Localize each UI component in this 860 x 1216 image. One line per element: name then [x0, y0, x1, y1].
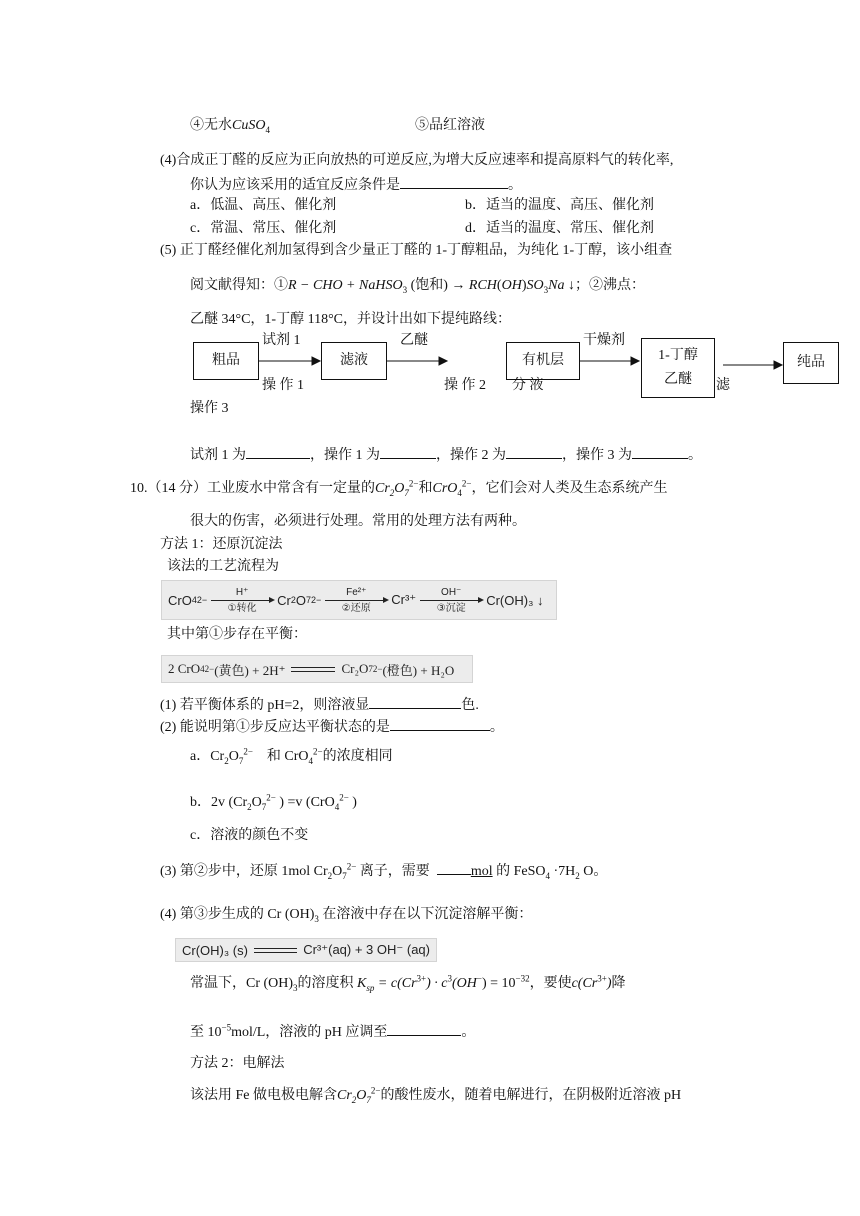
choice-b: b．2v ($Cr_2O_7^{2-}$ ) =v (CrO$_4^{2-}$ ) — [190, 792, 357, 812]
arrow-reduction — [325, 587, 387, 614]
label-ether: 乙醚 — [400, 333, 428, 348]
cuso4-formula: CuSO — [232, 118, 266, 133]
option-b: b．适当的温度、高压、催化剂 — [465, 198, 654, 213]
f1-sub1: 2 — [389, 487, 395, 498]
sub5-line2-pre: 阅文献得知：① — [190, 278, 288, 293]
and: 和 — [418, 481, 433, 496]
item5: ⑤品红溶液 — [415, 118, 485, 133]
arrow-precipitation — [420, 587, 482, 614]
to-pre: 至 10 — [190, 1025, 222, 1040]
option-c: c．常温、常压、催化剂 — [190, 221, 337, 236]
sub-q4-text: (4) 第③步生成的 Cr (OH) — [160, 907, 315, 922]
choice-b-post: ) — [352, 795, 357, 810]
ksp-sub: sp — [366, 982, 375, 993]
label-separation: 分 液 — [512, 378, 544, 393]
ksp-c-post: ) — [606, 976, 612, 991]
item4-label: ④无水 — [190, 118, 232, 133]
proc-s2: Cr³⁺ — [391, 592, 417, 607]
answer-p2: ，操作 1 为 — [310, 448, 380, 463]
method2-title: 方法 2：电解法 — [190, 1056, 285, 1071]
equilibrium-image: 2 CrO 4 2− (黄色) + 2H⁺ Cr₂O 7 2− (橙色) + H₂O — [161, 655, 473, 683]
f1-sub2: 7 — [404, 487, 409, 498]
choice-a: a．$Cr_2O_7^{2-}$ 和 CrO$_4^{2-}$的浓度相同 — [190, 746, 393, 766]
ksp-exp: −32 — [515, 973, 530, 984]
f1-sup: 2− — [408, 478, 419, 489]
answer-p5: 。 — [688, 448, 702, 463]
purification-flow-arrows — [0, 0, 860, 420]
choice-a-post: 的浓度相同 — [322, 749, 393, 764]
choice-a-pre: a．Cr — [190, 749, 225, 764]
choice-b-mid: O — [251, 795, 262, 810]
sub-q3-post-c: O。 — [583, 864, 608, 879]
a1-bot: ①转化 — [227, 602, 257, 614]
ksp-k: K — [357, 976, 367, 991]
sub-q2-pre: (2) 能说明第①步反应达平衡状态的是 — [160, 720, 390, 735]
sub-q3-post-a: 的 FeSO — [496, 864, 546, 879]
choice-b-eq: ) =v (CrO — [279, 795, 335, 810]
ksp-expr4: ) = 10 — [481, 976, 516, 991]
a3-top: OH⁻ — [441, 586, 462, 598]
ksp-expr2: ) · c — [426, 976, 448, 991]
proc-s1-mid: O — [295, 592, 306, 608]
answer-p3: ，操作 2 为 — [436, 448, 506, 463]
dissolution-lhs: Cr(OH)₃ (s) — [182, 942, 248, 958]
ksp-pre: 常温下，Cr (OH) — [190, 976, 294, 991]
option-a: a．低温、高压、催化剂 — [190, 198, 337, 213]
sub5-line3: 乙醚 34°C，1-丁醇 118°C，并设计出如下提纯路线： — [190, 312, 512, 327]
a3-bot: ③沉淀 — [436, 602, 466, 614]
box4-line2: 乙醚 — [664, 372, 692, 387]
sub-q3-after: 离子，需要 — [359, 864, 430, 879]
ksp-line: 常温下，Cr $(OH)_3$的溶度积 $K_{sp} = c(Cr^{3+}) \cdot c^3(OH^-) = 10^{-32}$，要使$c(Cr^{3+})$降 — [190, 973, 626, 993]
blank-reagent1[interactable] — [246, 444, 310, 459]
choice-a-after: 和 CrO — [266, 749, 309, 764]
sub-q2 — [160, 716, 504, 738]
reaction-rhs-b: OH — [501, 278, 522, 293]
ksp-expr: = c(Cr — [374, 976, 417, 991]
answer-p1: 试剂 1 为 — [190, 448, 246, 463]
label-reagent1: 试剂 1 — [262, 333, 301, 348]
sub-q4: (4) 第③步生成的 Cr $(OH)_3$ 在溶液中存在以下沉淀溶解平衡： — [160, 907, 533, 924]
box-filtrate: 滤液 — [321, 342, 387, 380]
sub4-line1: (4)合成正丁醛的反应为正向放热的可逆反应,为增大反应速率和提高原料气的转化率, — [160, 153, 674, 168]
ksp-post: ，要使 — [529, 976, 572, 991]
method2-line: 该法用 Fe 做电极电解含$Cr_2O_7^{2-}$的酸性废水，随着电解进行，在阴极附近溶液 pH — [190, 1085, 682, 1105]
to-exp: −5 — [221, 1022, 232, 1033]
blank-equilibrium[interactable] — [390, 716, 490, 731]
proc-s1: Cr — [277, 592, 291, 608]
choice-a-mid: O — [228, 749, 239, 764]
period: 。 — [508, 178, 522, 193]
f1: Cr — [375, 481, 390, 496]
proc-s3: Cr(OH)₃ ↓ — [486, 592, 544, 608]
label-op3: 操作 3 — [190, 401, 229, 416]
m2-pre: 该法用 Fe 做电极电解含 — [190, 1088, 337, 1103]
box-pure: 纯品 — [783, 342, 839, 384]
process-flow-image: CrO 4 2− H⁺ ①转化 Cr 2 O 7 2− Fe²⁺ ②还原 Cr³⁺ OH⁻ ③沉淀 Cr(OH)₃ ↓ — [161, 580, 557, 620]
blank-color[interactable] — [369, 694, 461, 709]
sub-q3-post-b: ·7H — [553, 864, 576, 879]
blank-op2[interactable] — [506, 444, 562, 459]
blank-ph[interactable] — [387, 1021, 461, 1036]
answer-p4: ，操作 3 为 — [562, 448, 632, 463]
label-filter: 滤 — [716, 378, 730, 393]
answer-line-5 — [190, 444, 702, 466]
blank-op1[interactable] — [380, 444, 436, 459]
f2: CrO — [432, 481, 458, 496]
to-line — [190, 1021, 475, 1043]
eq-lhs-a: 2 CrO — [168, 661, 201, 676]
ksp-end: 降 — [611, 976, 626, 991]
blank-mol[interactable] — [437, 860, 471, 875]
sub-q3: (3) 第②步中，还原 1mol $Cr_2O_7^{2-}$ 离子，需要 mol 的 FeSO$_4$ $\cdot 7H_2$ O。 — [160, 861, 608, 881]
sub4-line2-pre: 你认为应该采用的适宜反应条件是 — [190, 178, 400, 193]
box-crude: 粗品 — [193, 342, 259, 380]
dissolution-rhs: Cr³⁺(aq) + 3 OH⁻ (aq) — [303, 942, 430, 957]
sub5-line1: (5) 正丁醛经催化剂加氢得到含少量正丁醛的 1-丁醇粗品，为纯化 1-丁醇，该小组查 — [160, 243, 673, 258]
a1-top: H⁺ — [235, 586, 249, 598]
q10-line1 — [130, 479, 667, 499]
a2-bot: ②还原 — [341, 602, 371, 614]
proc-s0: CrO — [168, 592, 192, 608]
f2-sub: 4 — [457, 487, 462, 498]
label-drying-agent: 干燥剂 — [583, 333, 625, 348]
sub-q4-post: 在溶液中存在以下沉淀溶解平衡： — [322, 907, 533, 922]
sub-q3-mid: O — [332, 864, 343, 879]
eq-lhs-b: (黄色) + 2H⁺ — [214, 662, 286, 678]
arrow-conversion — [211, 587, 273, 614]
sub-q1-pre: (1) 若平衡体系的 pH=2，则溶液显 — [160, 698, 370, 713]
reaction-rhs-c: SO — [526, 278, 544, 293]
method1-title: 方法 1：还原沉淀法 — [160, 537, 283, 552]
eq-rhs-b: (橙色) + H₂O — [382, 662, 455, 678]
sub-q3-pre: (3) 第②步中，还原 1mol Cr — [160, 864, 328, 879]
q10-line2: 很大的伤害，必须进行处理。常用的处理方法有两种。 — [190, 514, 526, 529]
ksp-mid: 的溶度积 — [297, 976, 354, 991]
sub-q1 — [160, 694, 479, 716]
box-organic-layer: 有机层 — [506, 342, 580, 380]
unit-mol: mol — [470, 864, 493, 879]
to-post: 。 — [461, 1025, 476, 1040]
eq-intro: 其中第①步存在平衡： — [167, 627, 307, 642]
f2-sup: 2− — [461, 478, 472, 489]
choice-c: c．溶液的颜色不变 — [190, 828, 309, 843]
f1-mid: O — [394, 481, 405, 496]
box4-line1: 1-丁醇 — [658, 348, 698, 363]
q10-line1-a: 10.（14 分）工业废水中常含有一定量的 — [130, 481, 375, 496]
sub5-line2: 阅文献得知：①R − CHO + NaHSO$_3$ (饱和) → $RCH(OH)SO_3Na$ ↓；②沸点： — [190, 278, 645, 295]
equilibrium-arrow-icon — [291, 664, 335, 674]
option-d: d．适当的温度、常压、催化剂 — [465, 221, 654, 236]
a2-top: Fe²⁺ — [346, 586, 367, 598]
eq-rhs-a: Cr₂O — [341, 661, 369, 676]
label-op1: 操 作 1 — [262, 378, 304, 393]
blank-op3[interactable] — [632, 444, 688, 459]
ksp-expr3: (OH — [451, 976, 477, 991]
reaction-lhs: R − CHO + NaHSO — [288, 278, 403, 293]
label-op2: 操 作 2 — [444, 378, 486, 393]
m2-post: 的酸性废水，随着电解进行，在阴极附近溶液 pH — [380, 1088, 682, 1103]
process-intro: 该法的工艺流程为 — [167, 559, 279, 574]
sub-q2-post: 。 — [489, 720, 504, 735]
sub-q1-post: 色. — [461, 698, 479, 713]
reaction-condition: (饱和) → — [407, 278, 469, 293]
equilibrium-arrow-icon — [254, 945, 297, 955]
item4: ④无水CuSO$_4$ — [190, 118, 270, 135]
box-butanol-ether — [641, 338, 715, 398]
choice-b-pre: b．2v (Cr — [190, 795, 248, 810]
to-mid: mol/L，溶液的 pH 应调至 — [231, 1025, 388, 1040]
dissolution-equilibrium-image — [175, 938, 437, 962]
reaction-rhs-a: RCH — [468, 278, 497, 293]
q10-line1-b: ，它们会对人类及生态系统产生 — [471, 481, 668, 496]
ksp-c: c(Cr — [571, 976, 598, 991]
reaction-rhs-d: Na ↓ — [548, 278, 575, 293]
sub5-line2-post: ；②沸点： — [574, 278, 645, 293]
